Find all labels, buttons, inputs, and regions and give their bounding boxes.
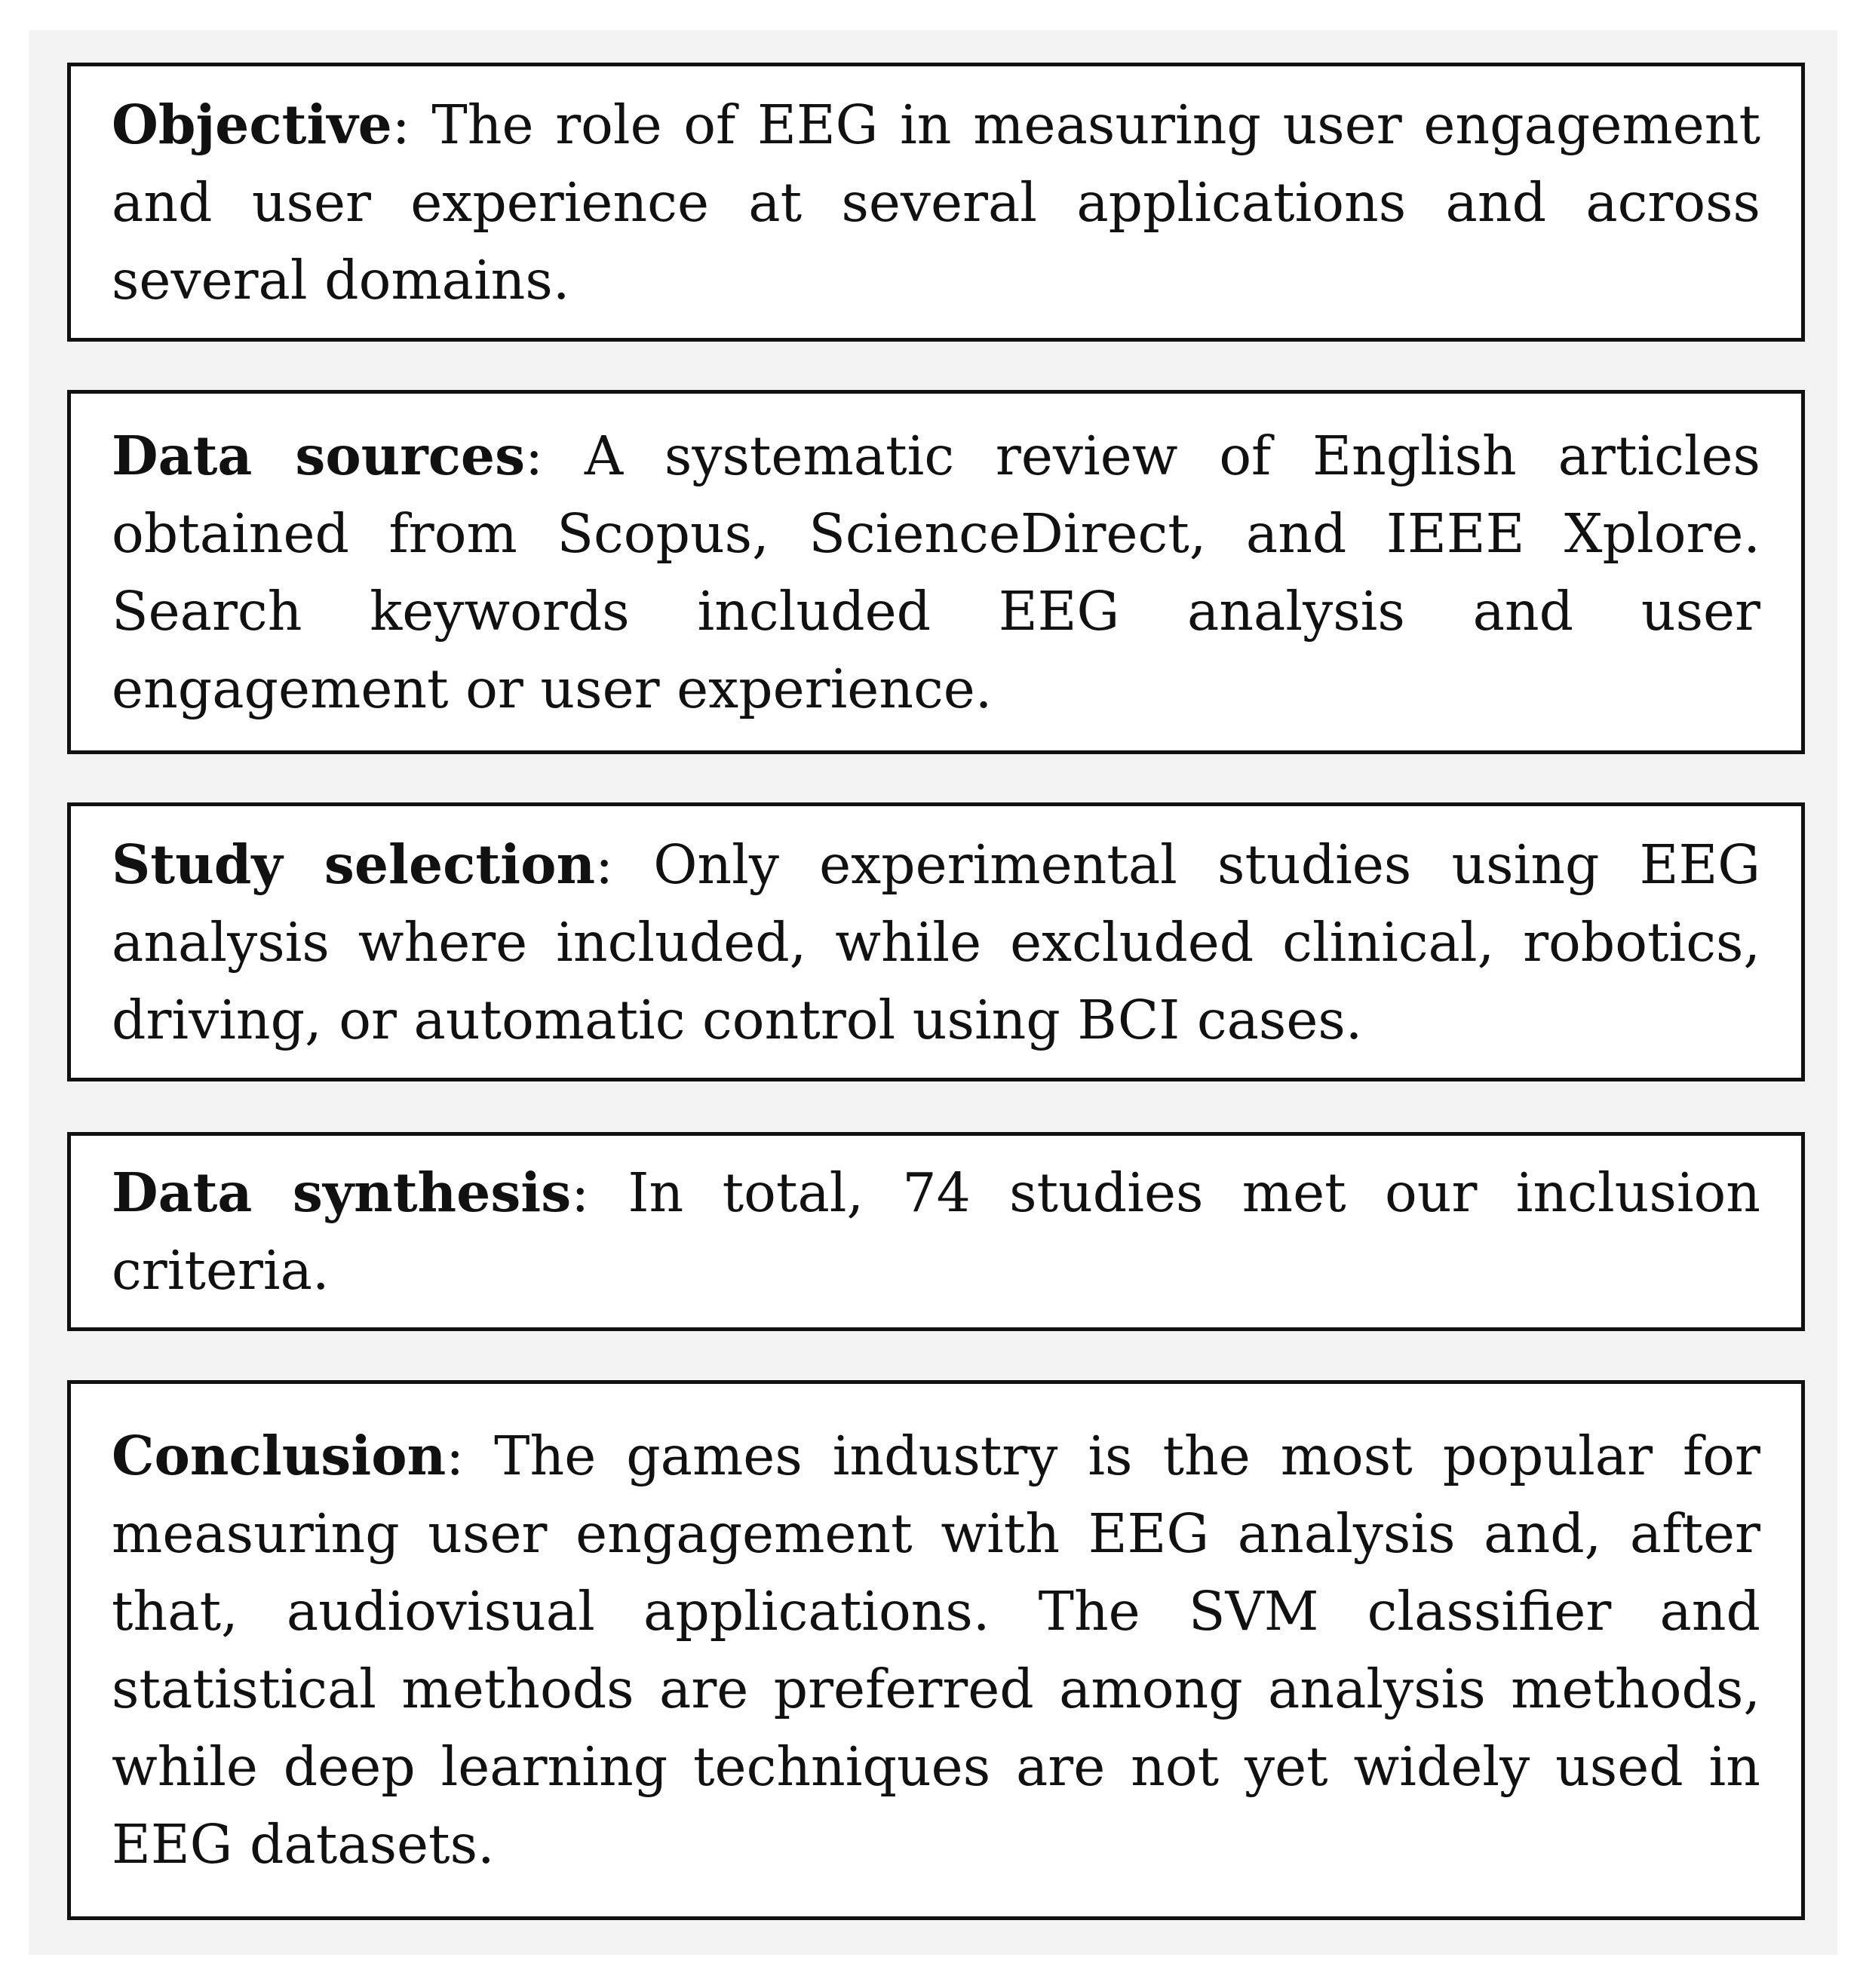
data-synthesis-text: : In total, 74 studies met our inclusion criteria. xyxy=(112,1161,1760,1302)
study-selection-text: : Only experimental studies using EEG analysis where included, while excluded clinical, robotics, driving, or automatic control using BCI cases. xyxy=(112,833,1760,1051)
study-selection-box xyxy=(67,802,1805,1081)
conclusion-text: : The games industry is the most popular for measuring user engagement with EEG analysis and, after that, audiovisual applications. The SVM classifier and statistical methods are preferred among analysis methods, while deep learning techniques are not yet widely used in EEG datasets. xyxy=(112,1425,1760,1876)
conclusion-heading: Conclusion xyxy=(112,1424,447,1487)
data-sources-heading: Data sources xyxy=(112,423,526,487)
data-sources-paragraph xyxy=(112,417,1760,728)
data-sources-text: : A systematic review of English articles obtained from Scopus, ScienceDirect, and IEEE Xplore. Search keywords included EEG analysis and user engagement or user experience. xyxy=(112,424,1760,720)
objective-box xyxy=(67,63,1805,342)
data-synthesis-box xyxy=(67,1132,1805,1331)
study-selection-paragraph xyxy=(112,826,1760,1059)
objective-paragraph xyxy=(112,86,1760,319)
objective-heading: Objective xyxy=(112,92,392,156)
conclusion-box xyxy=(67,1380,1805,1920)
conclusion-paragraph xyxy=(112,1417,1760,1883)
data-sources-box xyxy=(67,390,1805,754)
data-synthesis-paragraph xyxy=(112,1154,1760,1309)
data-synthesis-heading: Data synthesis xyxy=(112,1161,572,1224)
abstract-panel xyxy=(29,30,1837,1955)
study-selection-heading: Study selection xyxy=(112,832,596,896)
objective-text: : The role of EEG in measuring user engagement and user experience at several applications and across several domains. xyxy=(112,93,1760,311)
